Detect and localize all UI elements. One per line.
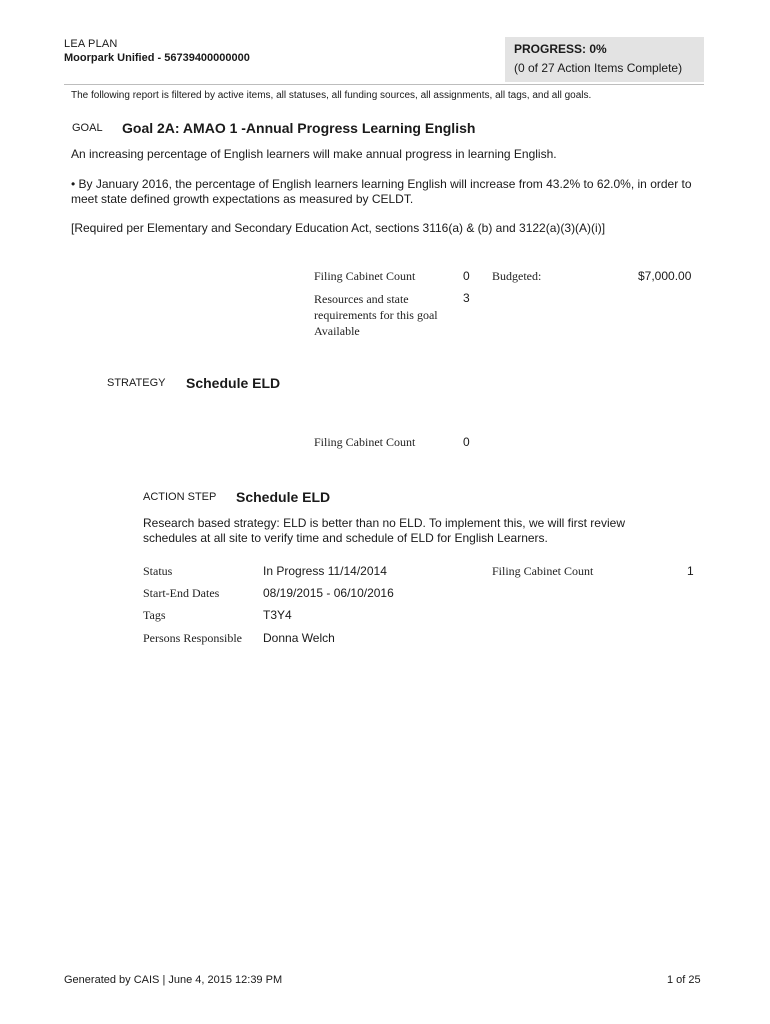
progress-subtitle: (0 of 27 Action Items Complete) [514,61,683,75]
action-persons-label: Persons Responsible [143,631,242,645]
progress-title: PROGRESS: 0% [514,42,607,56]
goal-resources-label: Resources and state requirements for this goal Available [314,292,438,338]
action-tags-value: T3Y4 [263,608,292,622]
action-persons-value: Donna Welch [263,631,335,645]
strategy-filing-cabinet-value: 0 [463,435,470,449]
action-filing-cabinet-label: Filing Cabinet Count [492,564,594,578]
filter-note: The following report is filtered by active items, all statuses, all funding sources, all assignments, all tags, and all goals. [71,90,592,101]
goal-description: An increasing percentage of English learners will make annual progress in learning English. [71,147,557,161]
strategy-tag: STRATEGY [107,377,166,389]
footer-generated: Generated by CAIS | June 4, 2015 12:39 PM [64,974,283,986]
goal-filing-cabinet-label: Filing Cabinet Count [314,269,416,283]
district-name: Moorpark Unified - 56739400000000 [64,52,250,64]
goal-target-bullet: • By January 2016, the percentage of English learners learning English will increase from 43.2% to 62.0%, in order to meet state defined growth expectations as measured by CELDT. [71,177,692,206]
document-type-label: LEA PLAN [64,38,118,50]
action-status-label: Status [143,564,173,578]
strategy-filing-cabinet-label: Filing Cabinet Count [314,435,416,449]
action-step-title: Schedule ELD [236,489,331,505]
action-step-description: Research based strategy: ELD is better than no ELD. To implement this, we will first review schedules at all site to verify time and schedule of ELD for English Learners. [143,516,625,545]
progress-box [505,37,704,82]
goal-budgeted-label: Budgeted: [492,269,542,283]
action-step-tag: ACTION STEP [143,491,217,503]
action-dates-label: Start-End Dates [143,586,220,600]
header-divider [64,84,704,85]
action-tags-label: Tags [143,608,166,622]
goal-requirement: [Required per Elementary and Secondary Education Act, sections 3116(a) & (b) and 3122(a)(3)(A)(i)] [71,221,606,235]
footer-page-number: 1 of 25 [667,974,701,986]
goal-title: Goal 2A: AMAO 1 -Annual Progress Learning English [122,120,476,136]
goal-tag: GOAL [72,122,103,134]
goal-resources-value: 3 [463,291,470,305]
goal-budgeted-value: $7,000.00 [638,269,692,283]
action-filing-cabinet-value: 1 [687,564,694,578]
goal-filing-cabinet-value: 0 [463,269,470,283]
strategy-title: Schedule ELD [186,375,281,391]
action-status-value: In Progress 11/14/2014 [263,564,387,578]
action-dates-value: 08/19/2015 - 06/10/2016 [263,586,394,600]
